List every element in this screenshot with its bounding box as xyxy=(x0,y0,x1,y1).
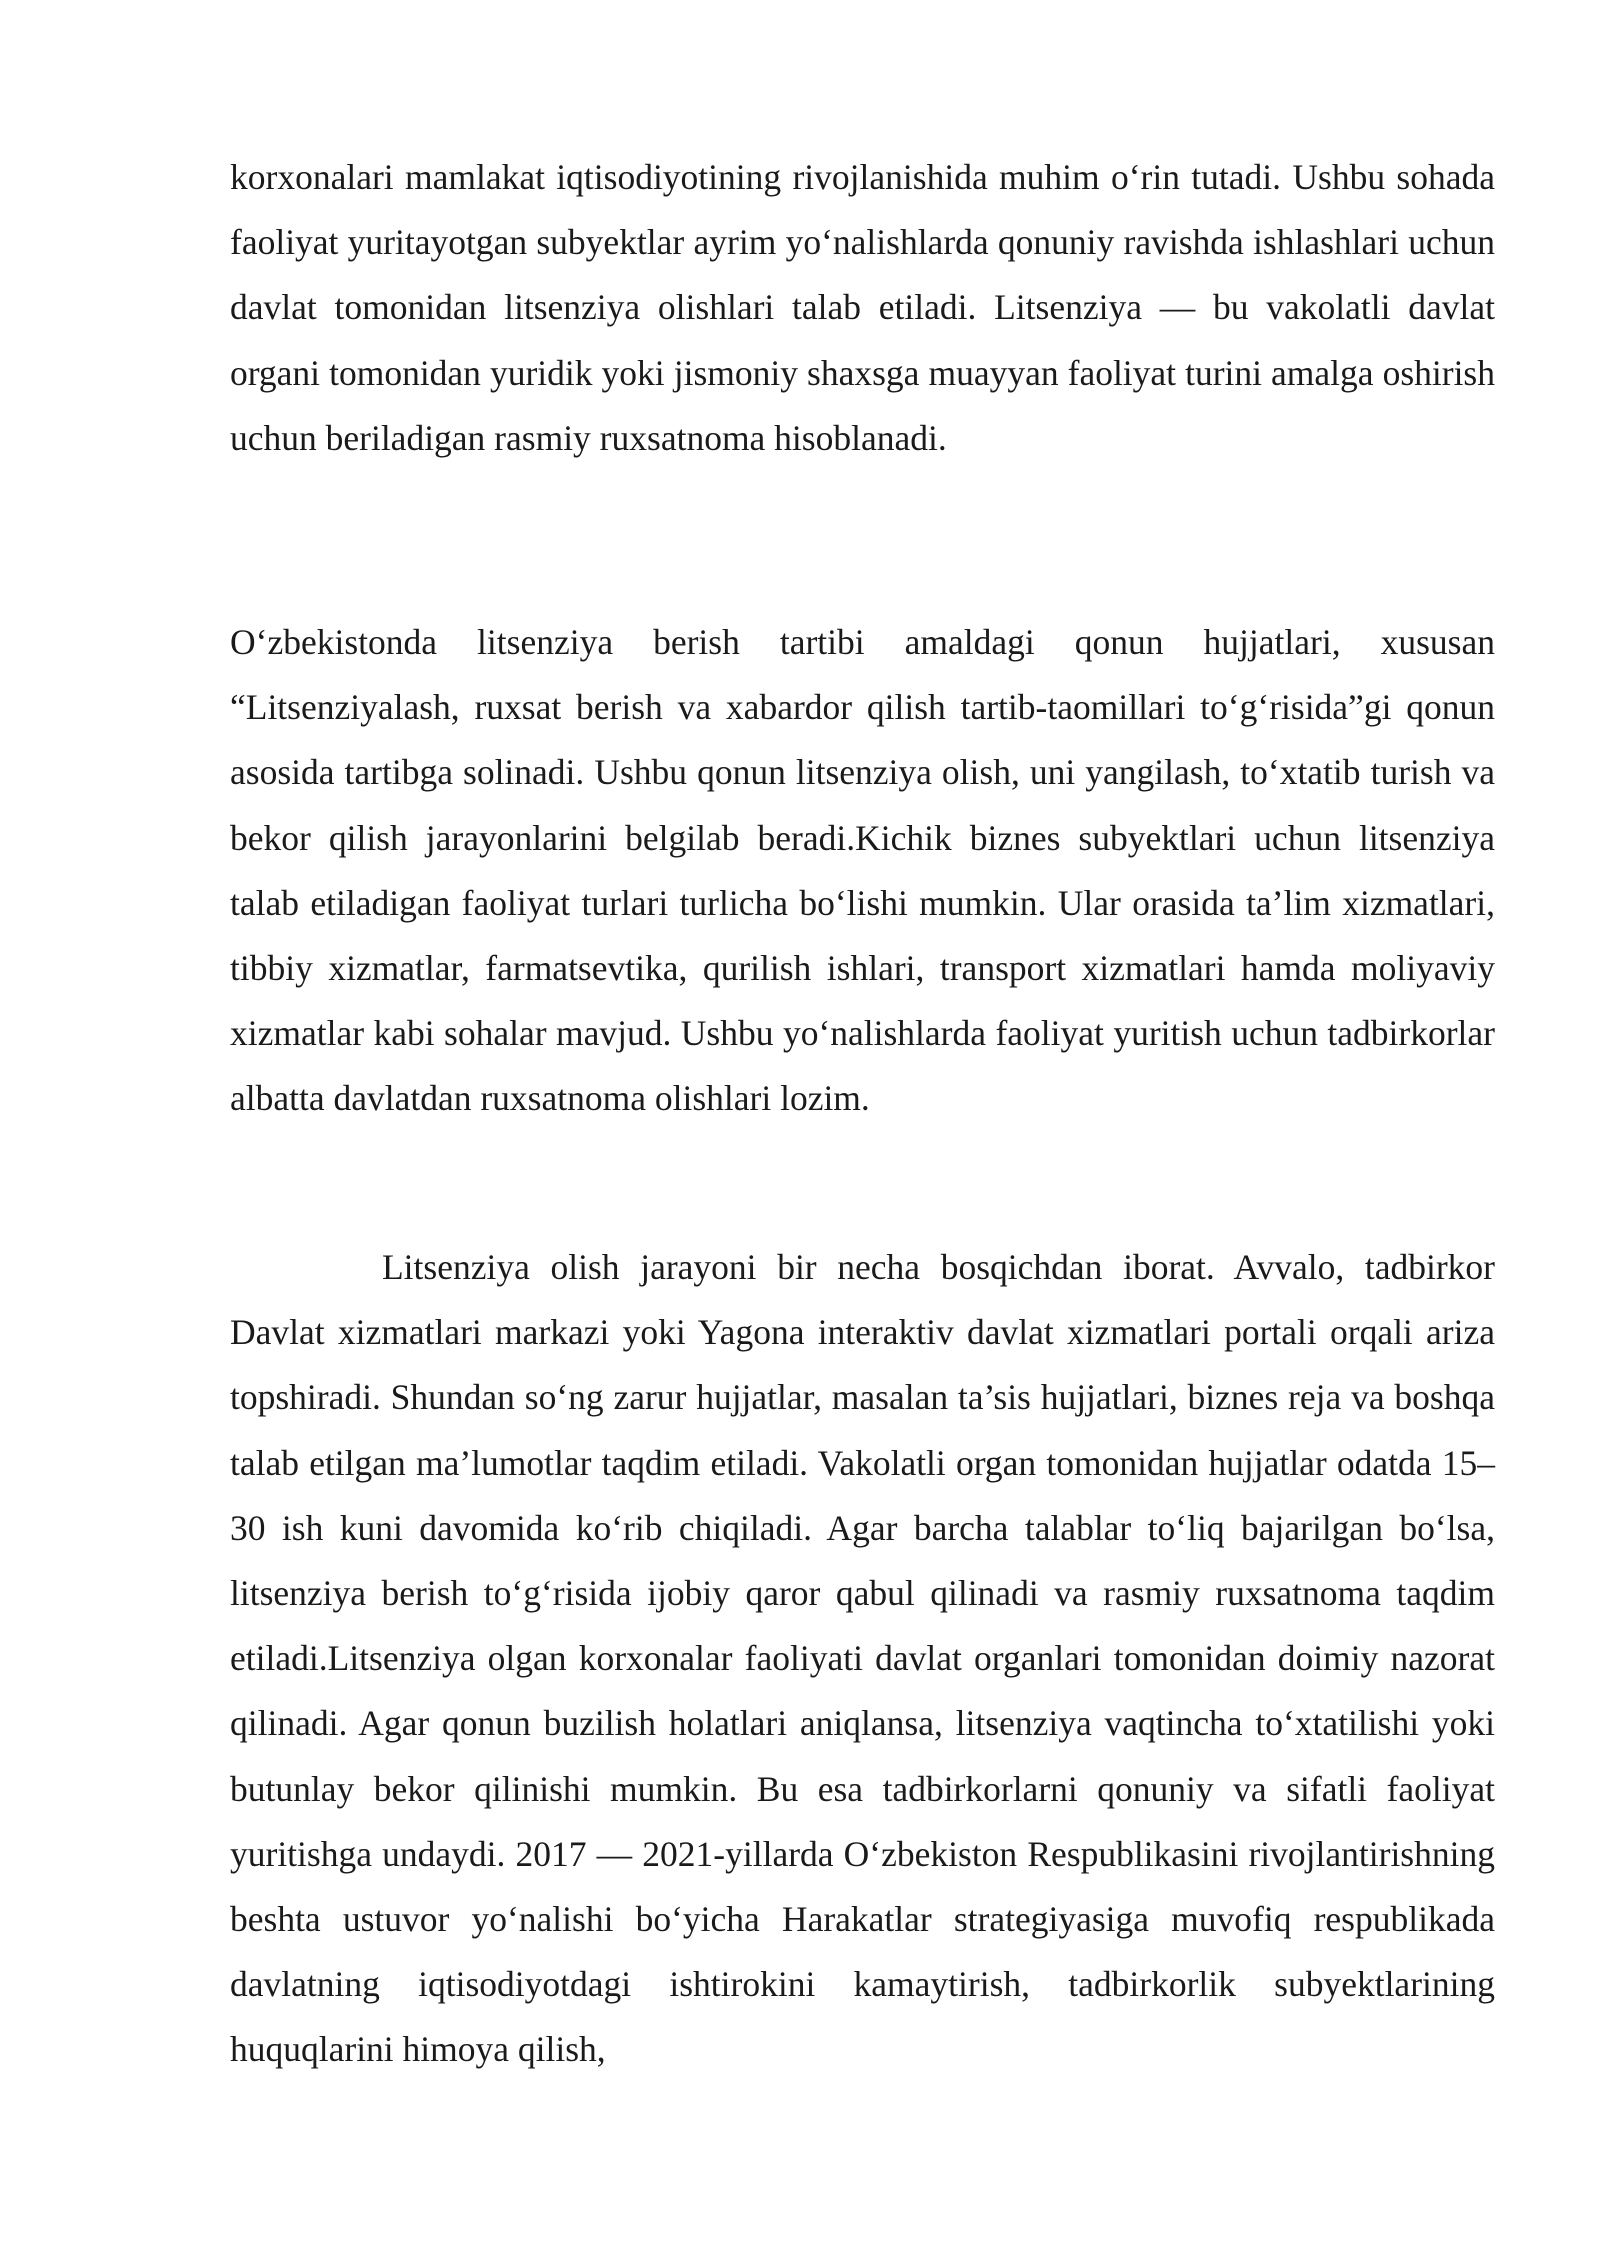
paragraph-licensing-law: O‘zbekistonda litsenziya berish tartibi amaldagi qonun hujjatlari, xususan “Litsenziyalash, ruxsat berish va xabardor qilish tartib-taomillari to‘g‘risida”gi qonun asosida tartibga solinadi. Ushbu qonun litsenziya olish, uni yangilash, to‘xtatib turish va bekor qilish jarayonlarini belgilab beradi.Kichik biznes subyektlari uchun litsenziya talab etiladigan faoliyat turlari turlicha bo‘lishi mumkin. Ular orasida ta’lim xizmatlari, tibbiy xizmatlar, farmatsevtika, qurilish ishlari, transport xizmatlari hamda moliyaviy xizmatlar kabi sohalar mavjud. Ushbu yo‘nalishlarda faoliyat yuritish uchun tadbirkorlar albatta davlatdan ruxsatnoma olishlari lozim. xyxy=(230,622,1495,1119)
paragraph-licensing-process: Litsenziya olish jarayoni bir necha bosqichdan iborat. Avvalo, tadbirkor Davlat xizmatlari markazi yoki Yagona interaktiv davlat xizmatlari portali orqali ariza topshiradi. Shundan so‘ng zarur hujjatlar, masalan ta’sis hujjatlari, biznes reja va boshqa talab etilgan ma’lumotlar taqdim etiladi. Vakolatli organ tomonidan hujjatlar odatda 15–30 ish kuni davomida ko‘rib chiqiladi. Agar barcha talablar to‘liq bajarilgan bo‘lsa, litsenziya berish to‘g‘risida ijobiy qaror qabul qilinadi va rasmiy ruxsatnoma taqdim etiladi.Litsenziya olgan korxonalar faoliyati davlat organlari tomonidan doimiy nazorat qilinadi. Agar qonun buzilish holatlari aniqlansa, litsenziya vaqtincha to‘xtatilishi yoki butunlay bekor qilinishi mumkin. Bu esa tadbirkorlarni qonuniy va sifatli faoliyat yuritishga undaydi. 2017 — 2021-yillarda O‘zbekiston Respublikasini rivojlantirishning beshta ustuvor yo‘nalishi bo‘yicha Harakatlar strategiyasiga muvofiq respublikada davlatning iqtisodiyotdagi ishtirokini kamaytirish, tadbirkorlik subyektlarining huquqlarini himoya qilish, xyxy=(230,1247,1495,2070)
paragraph-licensing-intro: korxonalari mamlakat iqtisodiyotining rivojlanishida muhim o‘rin tutadi. Ushbu sohada faoliyat yuritayotgan subyektlar ayrim yo‘nalishlarda qonuniy ravishda ishlashlari uchun davlat tomonidan litsenziya olishlari talab etiladi. Litsenziya — bu vakolatli davlat organi tomonidan yuridik yoki jismoniy shaxsga muayyan faoliyat turini amalga oshirish uchun beriladigan rasmiy ruxsatnoma hisoblanadi. xyxy=(230,157,1495,458)
